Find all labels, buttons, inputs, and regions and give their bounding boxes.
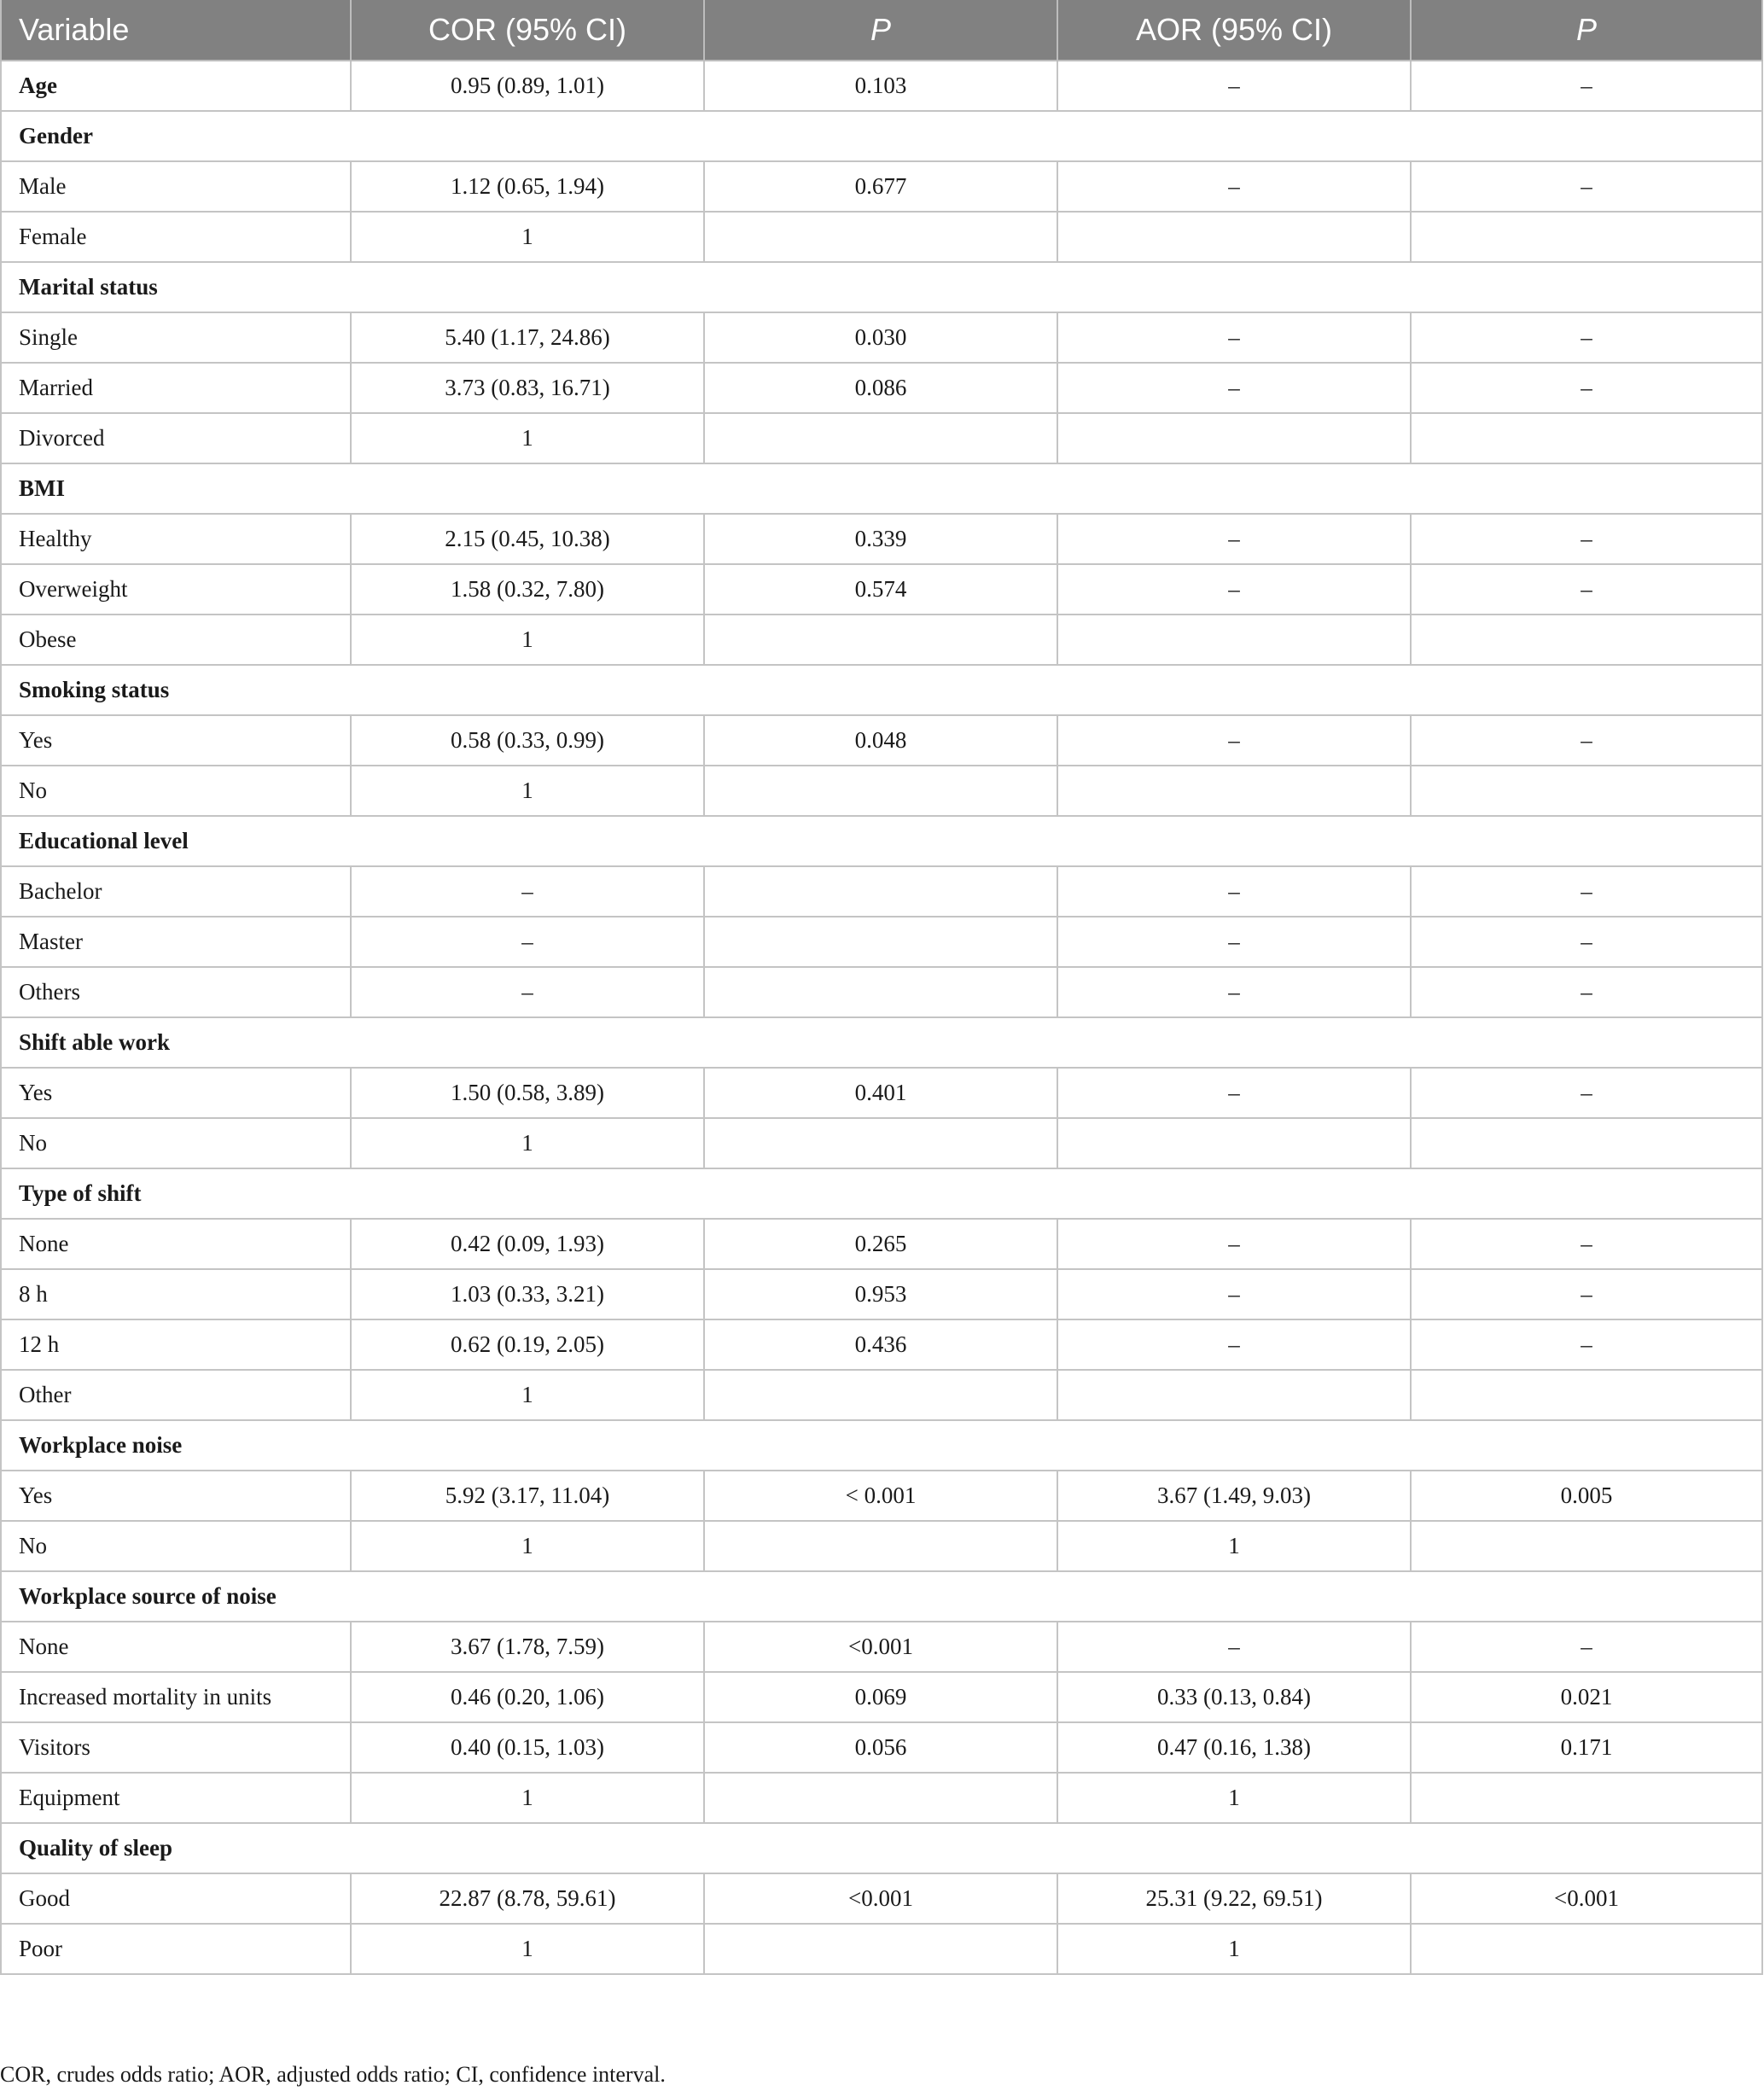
cor-p-cell (704, 1370, 1057, 1420)
table-row (1, 1219, 1762, 1269)
group-header-row (1, 816, 1762, 866)
cor-cell: 1.03 (0.33, 3.21) (351, 1269, 704, 1319)
aor-p-cell: – (1411, 312, 1762, 363)
variable-cell: Visitors (1, 1722, 351, 1773)
table-row (1, 1068, 1762, 1118)
cor-cell: 0.62 (0.19, 2.05) (351, 1319, 704, 1370)
cor-cell: 3.67 (1.78, 7.59) (351, 1622, 704, 1672)
cor-cell: 1 (351, 615, 704, 665)
table-row (1, 514, 1762, 564)
aor-p-cell (1411, 413, 1762, 463)
cor-cell: – (351, 917, 704, 967)
header-row (1, 0, 1762, 61)
aor-cell (1057, 212, 1411, 262)
header-aor-p: P (1411, 0, 1762, 61)
variable-cell: Obese (1, 615, 351, 665)
aor-cell: – (1057, 967, 1411, 1017)
group-label: Shift able work (1, 1017, 1762, 1068)
variable-cell: Healthy (1, 514, 351, 564)
table-row (1, 715, 1762, 766)
cor-cell: 1 (351, 766, 704, 816)
aor-cell: – (1057, 514, 1411, 564)
variable-cell: Good (1, 1873, 351, 1924)
aor-cell: 0.47 (0.16, 1.38) (1057, 1722, 1411, 1773)
table-row (1, 1370, 1762, 1420)
group-label: Quality of sleep (1, 1823, 1762, 1873)
cor-cell: 1 (351, 1521, 704, 1571)
cor-cell: 1 (351, 212, 704, 262)
aor-p-cell (1411, 1924, 1762, 1974)
aor-p-cell: – (1411, 1068, 1762, 1118)
cor-p-cell (704, 1924, 1057, 1974)
variable-cell: Yes (1, 1068, 351, 1118)
group-header-row (1, 1823, 1762, 1873)
cor-p-cell: 0.574 (704, 564, 1057, 615)
aor-cell: 1 (1057, 1521, 1411, 1571)
table-row (1, 766, 1762, 816)
header-variable: Variable (1, 0, 351, 61)
aor-cell: – (1057, 1622, 1411, 1672)
variable-cell: Poor (1, 1924, 351, 1974)
header-aor: AOR (95% CI) (1057, 0, 1411, 61)
table-row (1, 413, 1762, 463)
cor-p-cell: 0.436 (704, 1319, 1057, 1370)
cor-p-cell: 0.030 (704, 312, 1057, 363)
cor-p-cell (704, 866, 1057, 917)
cor-cell: 22.87 (8.78, 59.61) (351, 1873, 704, 1924)
cor-p-cell: 0.069 (704, 1672, 1057, 1722)
cor-p-cell: <0.001 (704, 1622, 1057, 1672)
cor-p-cell: 0.339 (704, 514, 1057, 564)
aor-p-cell: – (1411, 161, 1762, 212)
aor-cell: 0.33 (0.13, 0.84) (1057, 1672, 1411, 1722)
aor-p-cell: – (1411, 61, 1762, 111)
aor-cell: 1 (1057, 1773, 1411, 1823)
table-row (1, 866, 1762, 917)
group-label: Type of shift (1, 1168, 1762, 1219)
group-label: Smoking status (1, 665, 1762, 715)
cor-p-cell: < 0.001 (704, 1471, 1057, 1521)
cor-cell: 5.92 (3.17, 11.04) (351, 1471, 704, 1521)
header-cor-p: P (704, 0, 1057, 61)
cor-p-cell (704, 967, 1057, 1017)
group-label: Workplace source of noise (1, 1571, 1762, 1622)
aor-cell: – (1057, 715, 1411, 766)
cor-p-cell: <0.001 (704, 1873, 1057, 1924)
group-header-row (1, 1017, 1762, 1068)
aor-cell: – (1057, 917, 1411, 967)
cor-cell: 1 (351, 1773, 704, 1823)
cor-p-cell (704, 615, 1057, 665)
cor-p-cell (704, 413, 1057, 463)
aor-p-cell (1411, 615, 1762, 665)
table-row (1, 1873, 1762, 1924)
group-label: BMI (1, 463, 1762, 514)
aor-p-cell (1411, 766, 1762, 816)
aor-p-cell (1411, 1118, 1762, 1168)
aor-p-cell: – (1411, 1269, 1762, 1319)
cor-cell: 0.40 (0.15, 1.03) (351, 1722, 704, 1773)
group-header-row (1, 1420, 1762, 1471)
variable-cell: Others (1, 967, 351, 1017)
table-row (1, 312, 1762, 363)
variable-cell: None (1, 1622, 351, 1672)
variable-cell: No (1, 1521, 351, 1571)
cor-cell: 1 (351, 1924, 704, 1974)
aor-p-cell: 0.171 (1411, 1722, 1762, 1773)
aor-p-cell: – (1411, 917, 1762, 967)
aor-p-cell: – (1411, 1319, 1762, 1370)
table-row (1, 1722, 1762, 1773)
aor-p-cell (1411, 1773, 1762, 1823)
variable-cell: Yes (1, 1471, 351, 1521)
aor-p-cell (1411, 212, 1762, 262)
cor-p-cell: 0.265 (704, 1219, 1057, 1269)
aor-cell: – (1057, 1068, 1411, 1118)
aor-p-cell: – (1411, 564, 1762, 615)
table-row (1, 564, 1762, 615)
table-row (1, 212, 1762, 262)
aor-p-cell (1411, 1370, 1762, 1420)
variable-cell: No (1, 1118, 351, 1168)
cor-cell: 1 (351, 1118, 704, 1168)
aor-p-cell: – (1411, 363, 1762, 413)
variable-cell: Age (1, 61, 351, 111)
variable-cell: Master (1, 917, 351, 967)
cor-p-cell: 0.056 (704, 1722, 1057, 1773)
aor-p-cell: 0.021 (1411, 1672, 1762, 1722)
variable-cell: Other (1, 1370, 351, 1420)
aor-cell: – (1057, 866, 1411, 917)
group-label: Gender (1, 111, 1762, 161)
cor-cell: 0.42 (0.09, 1.93) (351, 1219, 704, 1269)
table-body (1, 61, 1762, 1974)
cor-p-cell: 0.677 (704, 161, 1057, 212)
cor-cell: 0.95 (0.89, 1.01) (351, 61, 704, 111)
aor-cell (1057, 1370, 1411, 1420)
group-header-row (1, 463, 1762, 514)
aor-p-cell: <0.001 (1411, 1873, 1762, 1924)
aor-cell: 1 (1057, 1924, 1411, 1974)
table-row (1, 1924, 1762, 1974)
cor-p-cell: 0.103 (704, 61, 1057, 111)
variable-cell: Increased mortality in units (1, 1672, 351, 1722)
group-label: Workplace noise (1, 1420, 1762, 1471)
variable-cell: Divorced (1, 413, 351, 463)
cor-cell: – (351, 967, 704, 1017)
variable-cell: Female (1, 212, 351, 262)
variable-cell: None (1, 1219, 351, 1269)
group-label: Marital status (1, 262, 1762, 312)
cor-p-cell (704, 212, 1057, 262)
aor-cell: – (1057, 61, 1411, 111)
cor-cell: 1 (351, 413, 704, 463)
aor-cell (1057, 766, 1411, 816)
aor-cell: – (1057, 363, 1411, 413)
group-header-row (1, 665, 1762, 715)
aor-cell: – (1057, 1269, 1411, 1319)
cor-p-cell (704, 917, 1057, 967)
variable-cell: Overweight (1, 564, 351, 615)
cor-cell: 2.15 (0.45, 10.38) (351, 514, 704, 564)
aor-cell (1057, 1118, 1411, 1168)
table-row (1, 1773, 1762, 1823)
cor-p-cell (704, 766, 1057, 816)
table-row (1, 61, 1762, 111)
cor-p-cell: 0.086 (704, 363, 1057, 413)
aor-cell: – (1057, 1319, 1411, 1370)
cor-cell: 0.58 (0.33, 0.99) (351, 715, 704, 766)
group-header-row (1, 111, 1762, 161)
table-row (1, 1269, 1762, 1319)
table-row (1, 1672, 1762, 1722)
table-row (1, 1622, 1762, 1672)
cor-cell: 5.40 (1.17, 24.86) (351, 312, 704, 363)
variable-cell: No (1, 766, 351, 816)
cor-cell: 1.50 (0.58, 3.89) (351, 1068, 704, 1118)
aor-cell: – (1057, 564, 1411, 615)
cor-p-cell: 0.401 (704, 1068, 1057, 1118)
variable-cell: Bachelor (1, 866, 351, 917)
cor-cell: 3.73 (0.83, 16.71) (351, 363, 704, 413)
cor-cell: 1.12 (0.65, 1.94) (351, 161, 704, 212)
table-row (1, 1471, 1762, 1521)
cor-p-cell (704, 1521, 1057, 1571)
variable-cell: 12 h (1, 1319, 351, 1370)
cor-cell: – (351, 866, 704, 917)
variable-cell: 8 h (1, 1269, 351, 1319)
aor-cell: 3.67 (1.49, 9.03) (1057, 1471, 1411, 1521)
cor-cell: 1 (351, 1370, 704, 1420)
aor-p-cell: 0.005 (1411, 1471, 1762, 1521)
table-row (1, 1521, 1762, 1571)
aor-p-cell: – (1411, 967, 1762, 1017)
table-footnote: COR, crudes odds ratio; AOR, adjusted odds ratio; CI, confidence interval. (0, 2062, 666, 2087)
aor-cell: – (1057, 312, 1411, 363)
variable-cell: Male (1, 161, 351, 212)
variable-cell: Married (1, 363, 351, 413)
aor-cell (1057, 413, 1411, 463)
aor-cell: – (1057, 1219, 1411, 1269)
aor-p-cell: – (1411, 715, 1762, 766)
variable-cell: Equipment (1, 1773, 351, 1823)
group-header-row (1, 1168, 1762, 1219)
cor-p-cell (704, 1773, 1057, 1823)
variable-cell: Yes (1, 715, 351, 766)
table-row (1, 917, 1762, 967)
aor-p-cell (1411, 1521, 1762, 1571)
table-row (1, 1118, 1762, 1168)
table-row (1, 363, 1762, 413)
aor-p-cell: – (1411, 1219, 1762, 1269)
group-header-row (1, 1571, 1762, 1622)
table-row (1, 161, 1762, 212)
aor-cell: – (1057, 161, 1411, 212)
aor-cell (1057, 615, 1411, 665)
aor-p-cell: – (1411, 866, 1762, 917)
aor-p-cell: – (1411, 514, 1762, 564)
aor-p-cell: – (1411, 1622, 1762, 1672)
group-header-row (1, 262, 1762, 312)
table-row (1, 967, 1762, 1017)
cor-cell: 1.58 (0.32, 7.80) (351, 564, 704, 615)
aor-cell: 25.31 (9.22, 69.51) (1057, 1873, 1411, 1924)
cor-p-cell: 0.048 (704, 715, 1057, 766)
table-row (1, 1319, 1762, 1370)
header-cor: COR (95% CI) (351, 0, 704, 61)
group-label: Educational level (1, 816, 1762, 866)
cor-p-cell: 0.953 (704, 1269, 1057, 1319)
variable-cell: Single (1, 312, 351, 363)
table-row (1, 615, 1762, 665)
cor-p-cell (704, 1118, 1057, 1168)
cor-cell: 0.46 (0.20, 1.06) (351, 1672, 704, 1722)
